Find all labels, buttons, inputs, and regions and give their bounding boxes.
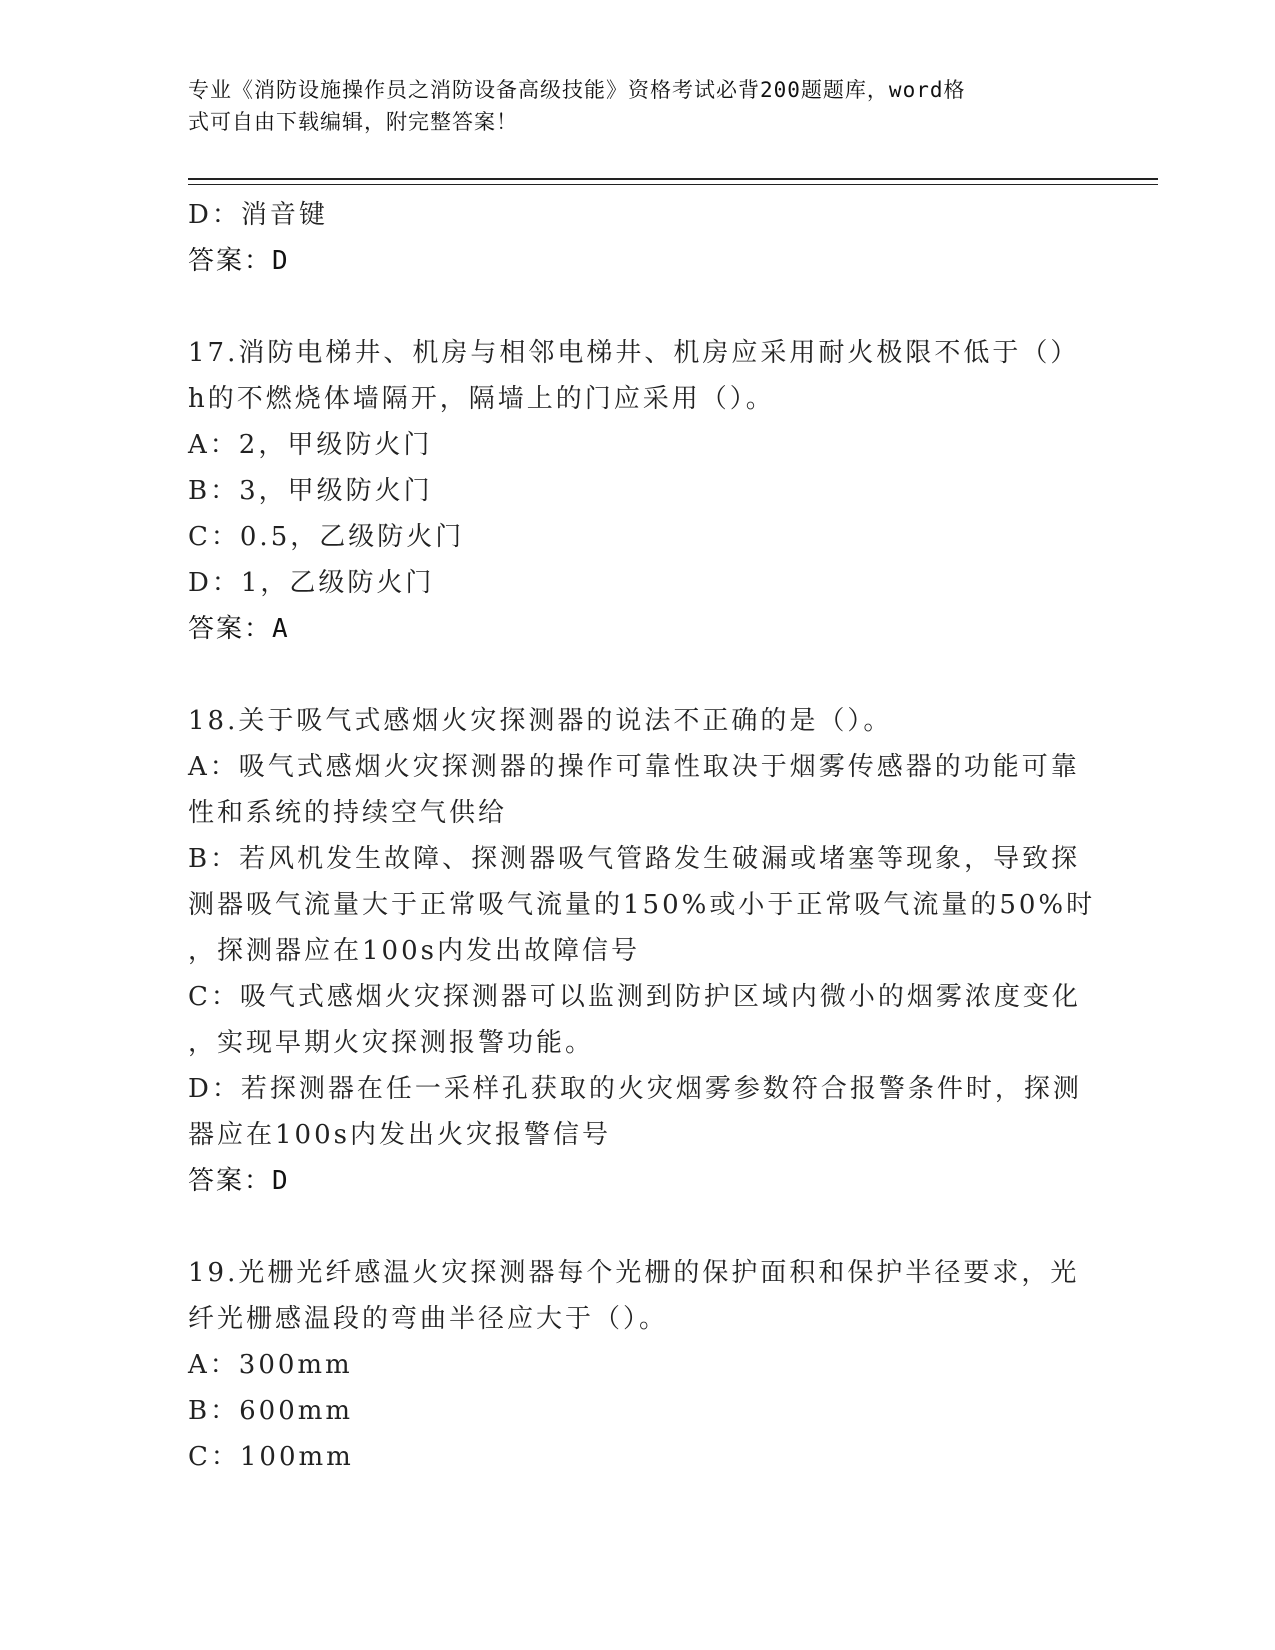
q18-option-b-1: B：若风机发生故障、探测器吸气管路发生破漏或堵塞等现象，导致探: [188, 844, 1081, 874]
q18-option-d-1: D：若探测器在任一采样孔获取的火灾烟雾参数符合报警条件时，探测: [188, 1074, 1082, 1104]
spacer: [188, 1204, 1088, 1250]
spacer: [188, 284, 1088, 330]
question-17: [188, 330, 1088, 652]
header-line-2: 式可自由下载编辑，附完整答案！: [188, 110, 518, 134]
q18-option-b-3: ，探测器应在100s内发出故障信号: [188, 936, 640, 966]
q17-option-a: A：2，甲级防火门: [188, 430, 433, 460]
q19-option-b: B：600mm: [188, 1396, 354, 1426]
q19-stem-1: 19.光栅光纤感温火灾探测器每个光栅的保护面积和保护半径要求，光: [188, 1258, 1080, 1288]
q18-stem: 18.关于吸气式感烟火灾探测器的说法不正确的是（）。: [188, 706, 893, 736]
q18-option-a-1: A：吸气式感烟火灾探测器的操作可靠性取决于烟雾传感器的功能可靠: [188, 752, 1080, 782]
prev-option-d: D：消音键: [188, 200, 328, 230]
prev-answer: 答案：D: [188, 246, 290, 276]
q17-stem-1: 17.消防电梯井、机房与相邻电梯井、机房应采用耐火极限不低于（）: [188, 338, 1080, 368]
q17-stem-2: h的不燃烧体墙隔开，隔墙上的门应采用（）。: [188, 384, 775, 414]
header-line-1: 专业《消防设施操作员之消防设备高级技能》资格考试必背200题题库，word格: [188, 78, 966, 102]
spacer: [188, 652, 1088, 698]
q17-answer: 答案：A: [188, 614, 290, 644]
q17-option-b: B：3，甲级防火门: [188, 476, 433, 506]
q19-stem-2: 纤光栅感温段的弯曲半径应大于（）。: [188, 1304, 669, 1334]
q19-option-c: C：100mm: [188, 1442, 354, 1472]
q18-answer: 答案：D: [188, 1166, 290, 1196]
header-rule-thin: [188, 184, 1158, 185]
q18-option-b-2: 测器吸气流量大于正常吸气流量的150%或小于正常吸气流量的50%时: [188, 890, 1096, 920]
q18-option-c-2: ，实现早期火灾探测报警功能。: [188, 1028, 595, 1058]
document-header: [188, 74, 1088, 138]
q18-option-a-2: 性和系统的持续空气供给: [188, 798, 508, 828]
question-list: [188, 192, 1096, 1480]
question-18: [188, 698, 1096, 1204]
question-19: [188, 1250, 1088, 1480]
q17-option-c: C：0.5，乙级防火门: [188, 522, 465, 552]
header-rule-thick: [188, 178, 1158, 180]
q18-option-d-2: 器应在100s内发出火灾报警信号: [188, 1120, 611, 1150]
q17-option-d: D：1，乙级防火门: [188, 568, 435, 598]
q18-option-c-1: C：吸气式感烟火灾探测器可以监测到防护区域内微小的烟雾浓度变化: [188, 982, 1081, 1012]
q19-option-a: A：300mm: [188, 1350, 353, 1380]
